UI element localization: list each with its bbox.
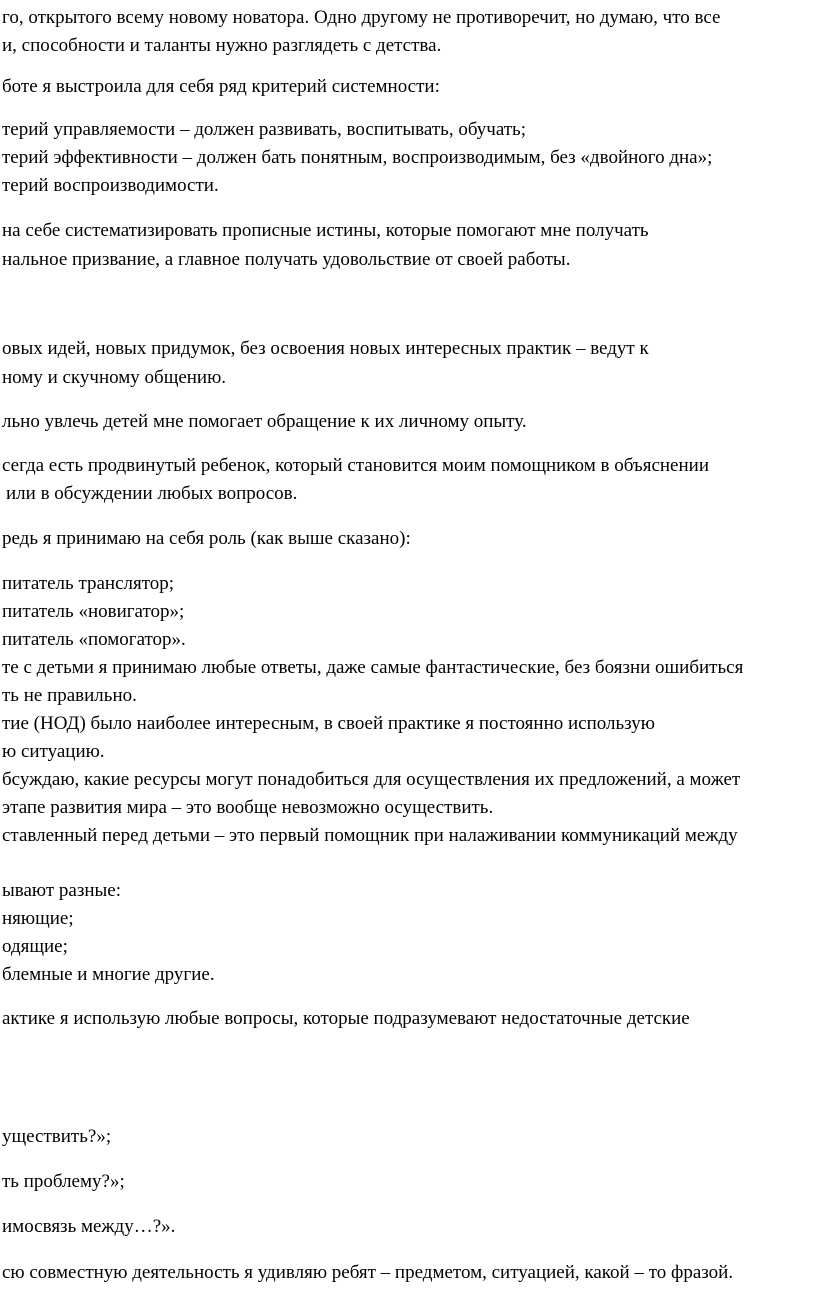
text-line-26: няющие; (2, 908, 74, 929)
text-line-14: редь я принимаю на себя роль (как выше сказано): (2, 528, 411, 549)
text-line-32: имосвязь между…?». (2, 1216, 176, 1237)
text-line-9: овых идей, новых придумок, без освоения новых интересных практик – ведут к (2, 338, 649, 359)
text-line-31: ть проблему?»; (2, 1171, 125, 1192)
text-line-27: одящие; (2, 936, 68, 957)
text-line-30: уществить?»; (2, 1126, 112, 1147)
text-line-19: ть не правильно. (2, 685, 137, 706)
text-line-12: сегда есть продвинутый ребенок, который становится моим помощником в объяснении (2, 455, 709, 476)
text-line-23: этапе развития мира – это вообще невозможно осуществить. (2, 797, 494, 818)
text-line-2: и, способности и таланты нужно разглядеть с детства. (2, 35, 442, 56)
text-line-25: ывают разные: (2, 880, 122, 901)
text-line-11: льно увлечь детей мне помогает обращение к их личному опыту. (2, 411, 527, 432)
text-line-1: го, открытого всему новому новатора. Одно другому не противоречит, но думаю, что все (2, 7, 721, 28)
text-line-7: на себе систематизировать прописные истины, которые помогают мне получать (2, 220, 649, 241)
text-line-17: питатель «помогатор». (2, 629, 186, 650)
text-line-33: сю совместную деятельность я удивляю ребят – предметом, ситуацией, какой – то фразой. (2, 1262, 734, 1283)
text-line-3: боте я выстроила для себя ряд критерий системности: (2, 76, 440, 97)
text-line-8: нальное призвание, а главное получать удовольствие от своей работы. (2, 249, 571, 270)
text-line-22: бсуждаю, какие ресурсы могут понадобиться для осуществления их предложений, а может (2, 769, 741, 790)
text-line-28: блемные и многие другие. (2, 964, 215, 985)
text-line-10: ному и скучному общению. (2, 367, 227, 388)
text-line-24: ставленный перед детьми – это первый помощник при налаживании коммуникаций между (2, 825, 738, 846)
text-line-4: терий управляемости – должен развивать, воспитывать, обучать; (2, 119, 527, 140)
text-line-18: те с детьми я принимаю любые ответы, даже самые фантастические, без боязни ошибиться (2, 657, 744, 678)
text-line-29: актике я использую любые вопросы, которые подразумевают недостаточные детские (2, 1008, 690, 1029)
text-line-5: терий эффективности – должен бать понятным, воспроизводимым, без «двойного дна»; (2, 147, 713, 168)
text-line-16: питатель «новигатор»; (2, 601, 185, 622)
text-line-6: терий воспроизводимости. (2, 175, 219, 196)
text-line-21: ю ситуацию. (2, 741, 105, 762)
text-line-15: питатель транслятор; (2, 573, 175, 594)
text-line-20: тие (НОД) было наиболее интересным, в своей практике я постоянно использую (2, 713, 655, 734)
text-line-13: или в обсуждении любых вопросов. (6, 483, 298, 504)
